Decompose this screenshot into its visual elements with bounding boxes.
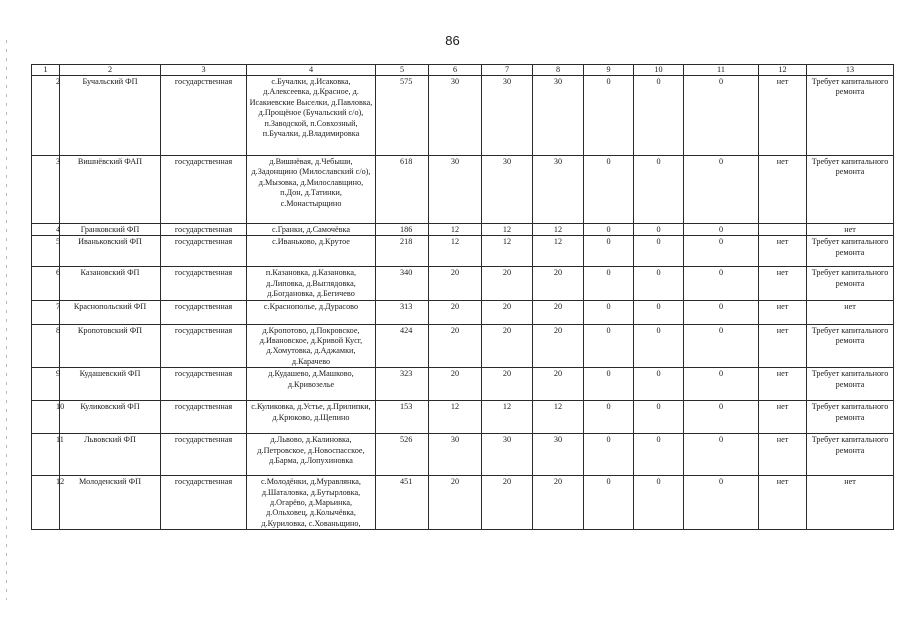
ownership-cell: государственная [161, 267, 247, 300]
ownership-cell: государственная [161, 76, 247, 156]
col8-cell: 20 [533, 300, 584, 324]
row-number-cell: 5 [32, 236, 60, 267]
col11-cell: 0 [684, 236, 759, 267]
ownership-cell: государственная [161, 476, 247, 530]
col7-cell: 30 [482, 434, 533, 476]
repair-status-cell: Требует капитального ремонта [807, 368, 894, 401]
repair-status-cell: нет [807, 476, 894, 530]
col12-cell: нет [759, 401, 807, 434]
col7-cell: 20 [482, 476, 533, 530]
column-header-11: 11 [684, 65, 759, 76]
table-row [32, 324, 894, 368]
table-row [32, 224, 894, 236]
col8-cell: 12 [533, 236, 584, 267]
col8-cell: 12 [533, 401, 584, 434]
column-header-3: 3 [161, 65, 247, 76]
table-row [32, 401, 894, 434]
row-number-cell: 4 [32, 224, 60, 236]
repair-status-cell: Требует капитального ремонта [807, 434, 894, 476]
page-number: 86 [445, 33, 460, 48]
col11-cell: 0 [684, 476, 759, 530]
row-number-cell: 12 [32, 476, 60, 530]
column-header-7: 7 [482, 65, 533, 76]
row-number-cell: 7 [32, 300, 60, 324]
col10-cell: 0 [634, 401, 684, 434]
col11-cell: 0 [684, 224, 759, 236]
table-row [32, 236, 894, 267]
col11-cell: 0 [684, 267, 759, 300]
table-row [32, 434, 894, 476]
col9-cell: 0 [584, 76, 634, 156]
population-cell: 340 [376, 267, 429, 300]
col8-cell: 20 [533, 267, 584, 300]
facilities-table [31, 64, 894, 530]
settlements-cell: д.Кудашево, д.Машково, д.Кривозелье [247, 368, 376, 401]
col8-cell: 12 [533, 224, 584, 236]
settlements-cell: с.Иваньково, д.Крутое [247, 236, 376, 267]
table-row [32, 300, 894, 324]
binding-edge [6, 40, 7, 600]
col11-cell: 0 [684, 401, 759, 434]
repair-status-cell: Требует капитального ремонта [807, 156, 894, 224]
facility-name-cell: Молоденский ФП [60, 476, 161, 530]
repair-status-cell: нет [807, 300, 894, 324]
column-header-5: 5 [376, 65, 429, 76]
column-header-6: 6 [429, 65, 482, 76]
col6-cell: 12 [429, 401, 482, 434]
col9-cell: 0 [584, 267, 634, 300]
col12-cell: нет [759, 434, 807, 476]
column-header-12: 12 [759, 65, 807, 76]
col7-cell: 12 [482, 236, 533, 267]
facility-name-cell: Куликовский ФП [60, 401, 161, 434]
column-header-10: 10 [634, 65, 684, 76]
facility-name-cell: Краснопольский ФП [60, 300, 161, 324]
repair-status-cell: Требует капитального ремонта [807, 324, 894, 368]
col9-cell: 0 [584, 156, 634, 224]
col8-cell: 20 [533, 476, 584, 530]
col6-cell: 20 [429, 300, 482, 324]
col10-cell: 0 [634, 156, 684, 224]
population-cell: 526 [376, 434, 429, 476]
row-number-cell: 2 [32, 76, 60, 156]
col9-cell: 0 [584, 434, 634, 476]
col12-cell: нет [759, 476, 807, 530]
population-cell: 323 [376, 368, 429, 401]
facility-name-cell: Львовский ФП [60, 434, 161, 476]
col8-cell: 30 [533, 156, 584, 224]
settlements-cell: с.Гранки, д.Самочёвка [247, 224, 376, 236]
col12-cell: нет [759, 300, 807, 324]
row-number-cell: 6 [32, 267, 60, 300]
col12-cell: нет [759, 324, 807, 368]
table-row [32, 368, 894, 401]
col8-cell: 30 [533, 76, 584, 156]
facility-name-cell: Вишнёвский ФАП [60, 156, 161, 224]
table-row [32, 156, 894, 224]
population-cell: 153 [376, 401, 429, 434]
col12-cell: нет [759, 76, 807, 156]
ownership-cell: государственная [161, 324, 247, 368]
col8-cell: 20 [533, 368, 584, 401]
population-cell: 186 [376, 224, 429, 236]
col7-cell: 20 [482, 267, 533, 300]
settlements-cell: д.Вишнёвая, д.Чебыши, д.Задонщино (Милославский с/о), д.Мызовка, д.Милославщино, п.Дон, д.Татинки, с.Монастырщино [247, 156, 376, 224]
col10-cell: 0 [634, 476, 684, 530]
col6-cell: 20 [429, 324, 482, 368]
col9-cell: 0 [584, 224, 634, 236]
settlements-cell: д.Кропотово, д.Покровское, д.Ивановское, д.Кривой Кусг, д.Хомутовка, д.Аджамки, д.Карачево [247, 324, 376, 368]
facility-name-cell: Гранковский ФП [60, 224, 161, 236]
col7-cell: 30 [482, 76, 533, 156]
col6-cell: 30 [429, 156, 482, 224]
col12-cell: нет [759, 156, 807, 224]
col9-cell: 0 [584, 401, 634, 434]
row-number-cell: 9 [32, 368, 60, 401]
row-number-cell: 11 [32, 434, 60, 476]
col10-cell: 0 [634, 224, 684, 236]
table-header [32, 65, 894, 76]
ownership-cell: государственная [161, 236, 247, 267]
col10-cell: 0 [634, 368, 684, 401]
repair-status-cell: Требует капитального ремонта [807, 267, 894, 300]
col11-cell: 0 [684, 368, 759, 401]
row-number-cell: 10 [32, 401, 60, 434]
col6-cell: 20 [429, 267, 482, 300]
col7-cell: 20 [482, 300, 533, 324]
facility-name-cell: Кудашевский ФП [60, 368, 161, 401]
col6-cell: 20 [429, 476, 482, 530]
col9-cell: 0 [584, 476, 634, 530]
column-header-13: 13 [807, 65, 894, 76]
col10-cell: 0 [634, 324, 684, 368]
population-cell: 575 [376, 76, 429, 156]
table-row [32, 76, 894, 156]
settlements-cell: с.Куликовка, д.Устье, д.Прилипки, д.Крюково, д.Щепино [247, 401, 376, 434]
col6-cell: 30 [429, 434, 482, 476]
column-header-9: 9 [584, 65, 634, 76]
col7-cell: 12 [482, 401, 533, 434]
col11-cell: 0 [684, 156, 759, 224]
repair-status-cell: нет [807, 224, 894, 236]
settlements-cell: с.Молодёнки, д.Муравлянка, д.Шаталовка, д.Бутырловка, д.Огарёво, д.Марьинка, д.Ольховец, д.Колычёвка, д.Куриловка, с.Хованьщино, [247, 476, 376, 530]
population-cell: 424 [376, 324, 429, 368]
facility-name-cell: Казановский ФП [60, 267, 161, 300]
col10-cell: 0 [634, 236, 684, 267]
col7-cell: 12 [482, 224, 533, 236]
col12-cell: нет [759, 368, 807, 401]
repair-status-cell: Требует капитального ремонта [807, 236, 894, 267]
col10-cell: 0 [634, 76, 684, 156]
facility-name-cell: Иваньковский ФП [60, 236, 161, 267]
col12-cell: нет [759, 236, 807, 267]
ownership-cell: государственная [161, 368, 247, 401]
population-cell: 618 [376, 156, 429, 224]
col6-cell: 12 [429, 224, 482, 236]
col8-cell: 30 [533, 434, 584, 476]
header-row [32, 65, 894, 76]
settlements-cell: п.Казановка, д.Казановка, д.Липовка, д.Выглядовка, д.Богдановка, д.Бегичево [247, 267, 376, 300]
column-header-2: 2 [60, 65, 161, 76]
col6-cell: 20 [429, 368, 482, 401]
col10-cell: 0 [634, 267, 684, 300]
column-header-4: 4 [247, 65, 376, 76]
settlements-cell: д.Львово, д.Калиновка, д.Петровское, д.Новоспасское, д.Барма, д.Лопухиновка [247, 434, 376, 476]
row-number-cell: 3 [32, 156, 60, 224]
col6-cell: 12 [429, 236, 482, 267]
table-row [32, 267, 894, 300]
table-body [32, 76, 894, 530]
col9-cell: 0 [584, 300, 634, 324]
row-number-cell: 8 [32, 324, 60, 368]
column-header-8: 8 [533, 65, 584, 76]
col6-cell: 30 [429, 76, 482, 156]
col9-cell: 0 [584, 368, 634, 401]
col11-cell: 0 [684, 76, 759, 156]
ownership-cell: государственная [161, 401, 247, 434]
ownership-cell: государственная [161, 300, 247, 324]
col7-cell: 20 [482, 368, 533, 401]
population-cell: 313 [376, 300, 429, 324]
col11-cell: 0 [684, 324, 759, 368]
col12-cell [759, 224, 807, 236]
col9-cell: 0 [584, 324, 634, 368]
facilities-table-wrapper [31, 64, 893, 530]
facility-name-cell: Кропотовский ФП [60, 324, 161, 368]
repair-status-cell: Требует капитального ремонта [807, 401, 894, 434]
col12-cell: нет [759, 267, 807, 300]
column-header-1: 1 [32, 65, 60, 76]
col7-cell: 30 [482, 156, 533, 224]
col10-cell: 0 [634, 300, 684, 324]
col9-cell: 0 [584, 236, 634, 267]
population-cell: 451 [376, 476, 429, 530]
ownership-cell: государственная [161, 434, 247, 476]
col11-cell: 0 [684, 434, 759, 476]
settlements-cell: с.Краснополье, д.Дурасово [247, 300, 376, 324]
col7-cell: 20 [482, 324, 533, 368]
ownership-cell: государственная [161, 156, 247, 224]
settlements-cell: с.Бучалки, д.Исаковка, д.Алексеевка, д.Красное, д. Исакиевские Выселки, д.Павловка, д.Прощёное (Бучальский с/о), п.Заводской, п.Совхозный, п.Бучалки, д.Владимировка [247, 76, 376, 156]
facility-name-cell: Бучальский ФП [60, 76, 161, 156]
ownership-cell: государственная [161, 224, 247, 236]
population-cell: 218 [376, 236, 429, 267]
repair-status-cell: Требует капитального ремонта [807, 76, 894, 156]
table-row [32, 476, 894, 530]
col11-cell: 0 [684, 300, 759, 324]
col8-cell: 20 [533, 324, 584, 368]
col10-cell: 0 [634, 434, 684, 476]
